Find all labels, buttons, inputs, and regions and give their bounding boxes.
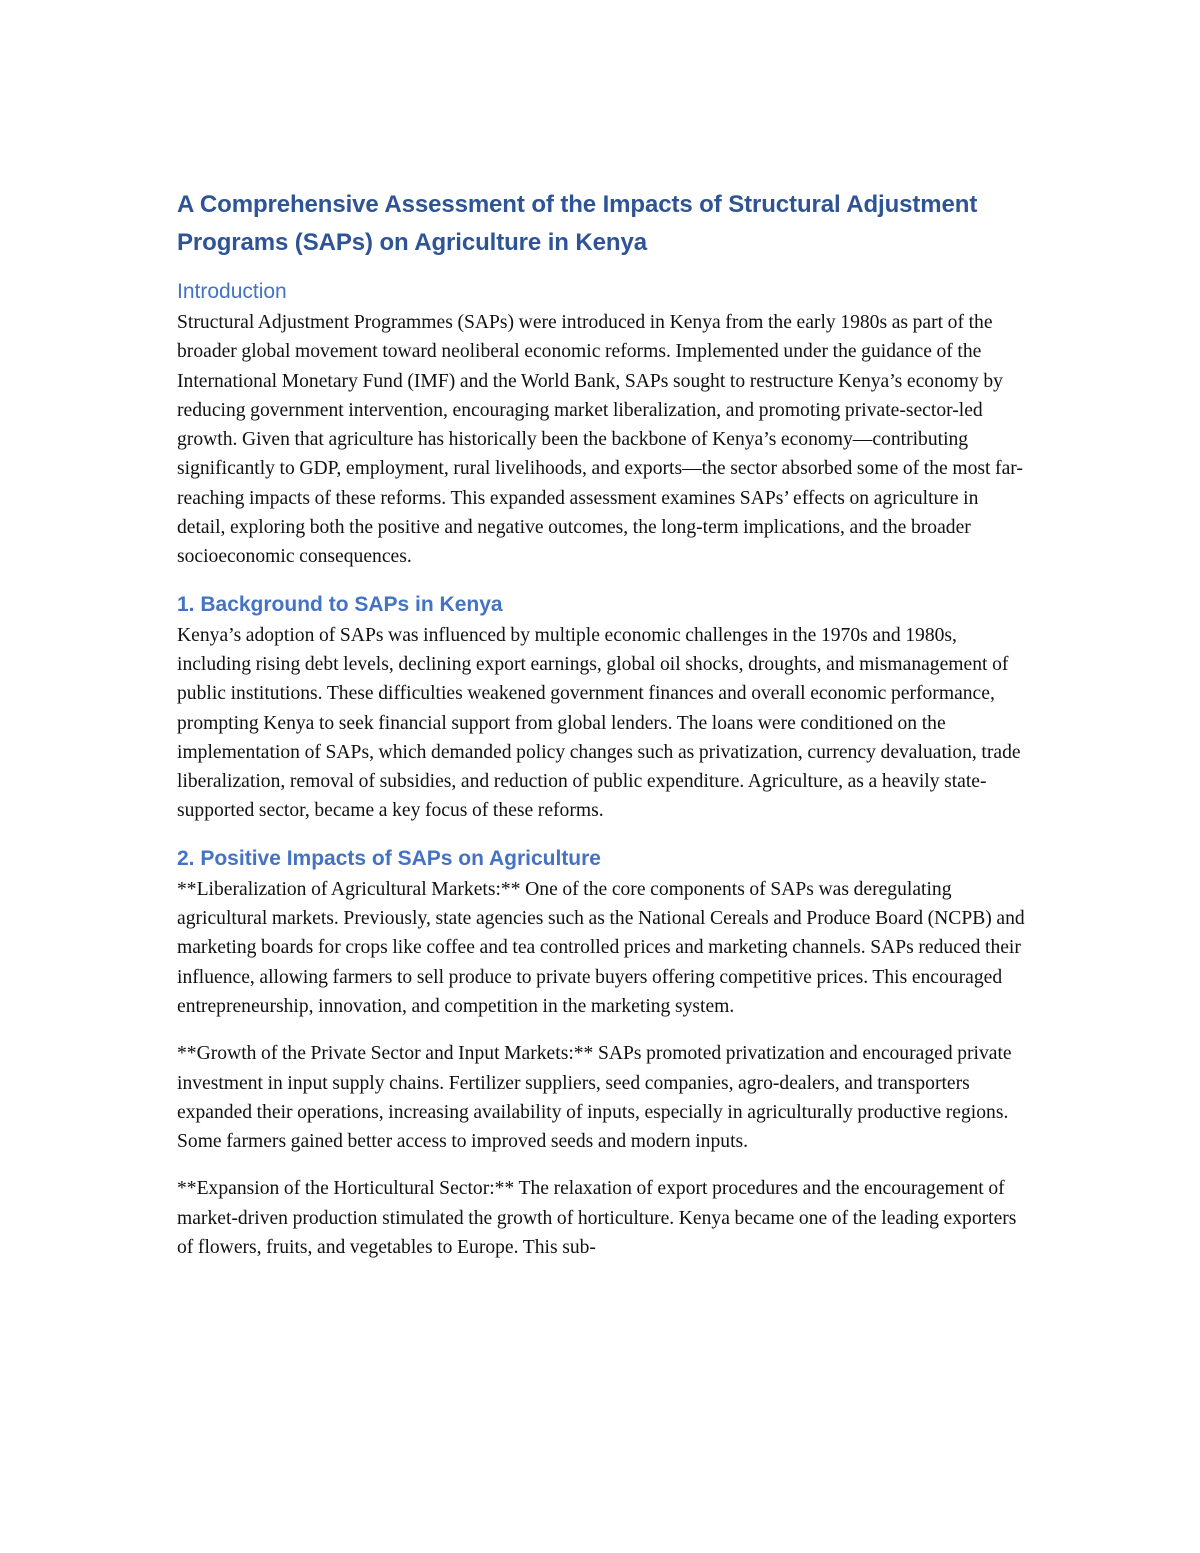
section-heading-background: 1. Background to SAPs in Kenya [177,592,503,616]
document-body [177,186,1027,1262]
market-liberalization-paragraph: **Liberalization of Agricultural Markets:** One of the core components of SAPs was deregulating agricultural markets. Previously, state agencies such as the National Cereals and Produce Board (NCPB) and marketing boards for crops like coffee and tea controlled prices and marketing channels. SAPs reduced their influence, allowing farmers to sell produce to private buyers offering competitive prices. This encouraged entrepreneurship, innovation, and competition in the marketing system. [177,878,1025,1017]
document-title: A Comprehensive Assessment of the Impacts of Structural Adjustment Programs (SAPs) on Agriculture in Kenya [177,191,978,256]
background-paragraph: Kenya’s adoption of SAPs was influenced by multiple economic challenges in the 1970s and 1980s, including rising debt levels, declining export earnings, global oil shocks, droughts, and mismanagement of public institutions. These difficulties weakened government finances and overall economic performance, prompting Kenya to seek financial support from global lenders. The loans were conditioned on the implementation of SAPs, which demanded policy changes such as privatization, currency devaluation, trade liberalization, removal of subsidies, and reduction of public expenditure. Agriculture, as a heavily state-supported sector, became a key focus of these reforms. [177,624,1021,822]
introduction-paragraph: Structural Adjustment Programmes (SAPs) were introduced in Kenya from the early 1980s as part of the broader global movement toward neoliberal economic reforms. Implemented under the guidance of the International Monetary Fund (IMF) and the World Bank, SAPs sought to restructure Kenya’s economy by reducing government intervention, encouraging market liberalization, and promoting private-sector-led growth. Given that agriculture has historically been the backbone of Kenya’s economy—contributing significantly to GDP, employment, rural livelihoods, and exports—the sector absorbed some of the most far-reaching impacts of these reforms. This expanded assessment examines SAPs’ effects on agriculture in detail, exploring both the positive and negative outcomes, the long-term implications, and the broader socioeconomic consequences. [177,312,1023,568]
section-heading-positive-impacts: 2. Positive Impacts of SAPs on Agriculture [177,846,601,870]
private-sector-paragraph: **Growth of the Private Sector and Input Markets:** SAPs promoted privatization and encouraged private investment in input supply chains. Fertilizer suppliers, seed companies, agro-dealers, and transporters expanded their operations, increasing availability of inputs, especially in agriculturally productive regions. Some farmers gained better access to improved seeds and modern inputs. [177,1043,1012,1153]
section-heading-introduction: Introduction [177,280,287,303]
horticulture-paragraph: **Expansion of the Horticultural Sector:** The relaxation of export procedures and the encouragement of market-driven production stimulated the growth of horticulture. Kenya became one of the leading exporters of flowers, fruits, and vegetables to Europe. This sub- [177,1178,1017,1259]
